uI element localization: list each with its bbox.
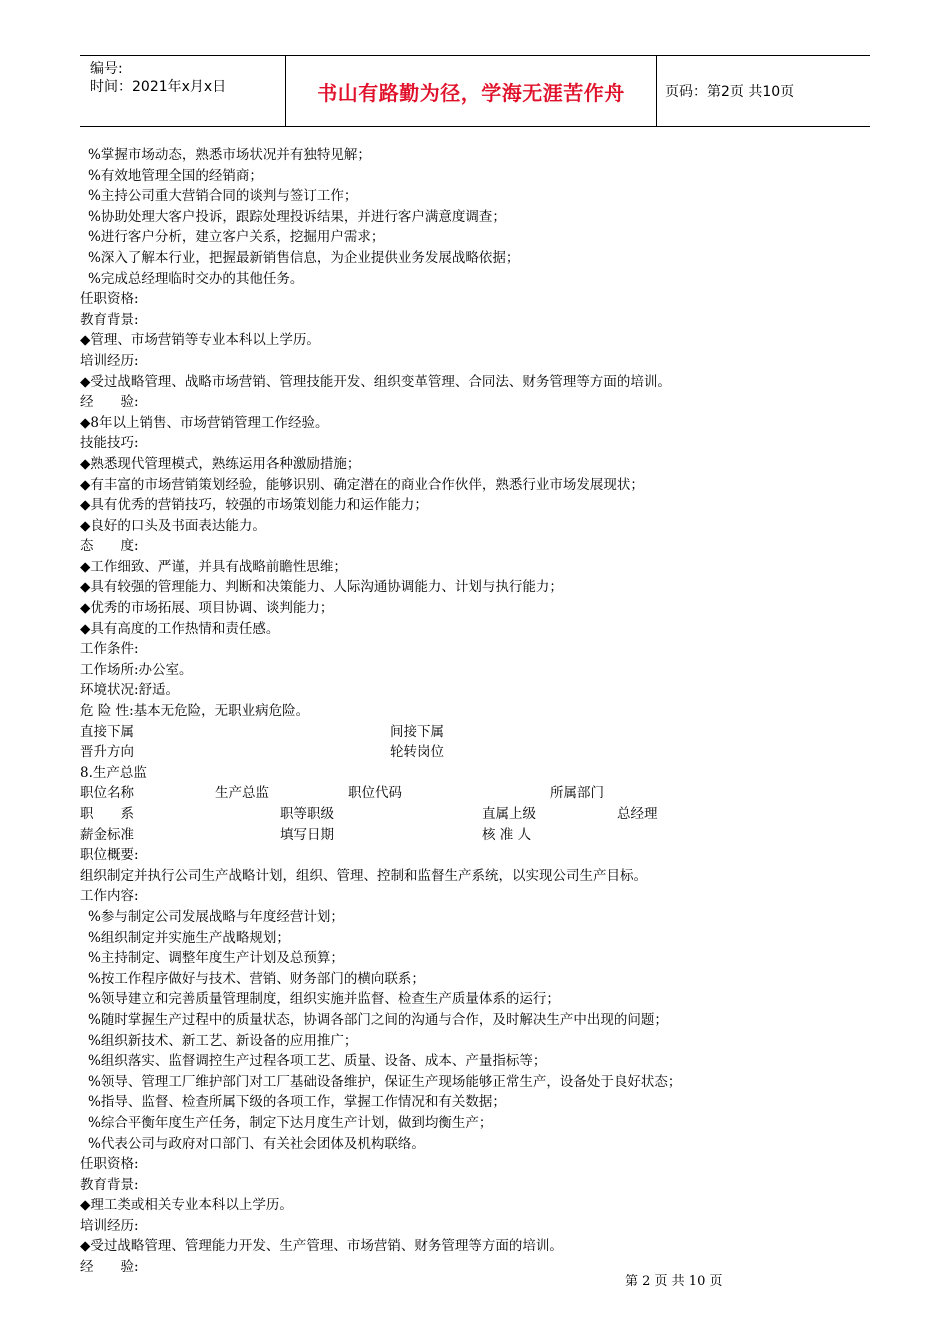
text-line: %掌握市场动态，熟悉市场状况并有独特见解； — [88, 147, 371, 163]
document-body — [80, 145, 860, 1278]
table-row — [80, 825, 860, 846]
text-line: ◆管理、市场营销等专业本科以上学历。 — [80, 332, 320, 349]
header-page-info: 页码：第2页 共10页 — [665, 84, 795, 100]
text-line: %组织落实、监督调控生产过程各项工艺、质量、设备、成本、产量指标等； — [88, 1053, 547, 1070]
text-line: %主持制定、调整年度生产计划及总预算； — [88, 950, 344, 967]
table-cell: 晋升方向 — [80, 744, 134, 761]
table-cell: 生产总监 — [215, 785, 269, 802]
table-cell: 职 系 — [80, 806, 134, 822]
table-cell: 轮转岗位 — [390, 744, 444, 761]
job-info-table — [80, 783, 860, 845]
text-line: ◆具有高度的工作热情和责任感。 — [80, 620, 280, 637]
text-line: 职位概要: — [80, 847, 139, 864]
text-line: %有效地管理全国的经销商； — [88, 167, 263, 184]
text-line: %领导、管理工厂维护部门对工厂基础设备维护，保证生产现场能够正常生产，设备处于良好状态； — [88, 1073, 682, 1090]
table-cell: 总经理 — [617, 806, 658, 822]
text-line: 教育背景: — [80, 1176, 139, 1193]
table-cell: 所属部门 — [550, 785, 604, 802]
table-cell: 薪金标准 — [80, 826, 134, 843]
header-motto-cell — [285, 56, 657, 126]
text-line: ◆工作细致、严谨，并具有战略前瞻性思维； — [80, 558, 347, 575]
text-line: 经 验: — [80, 1259, 139, 1276]
doc-number-label: 编号: — [90, 61, 123, 77]
table-cell: 间接下属 — [390, 723, 444, 740]
header-meta — [90, 60, 226, 96]
text-line: 教育背景: — [80, 311, 139, 328]
text-line: 任职资格: — [80, 1156, 139, 1173]
text-line: %主持公司重大营销合同的谈判与签订工作； — [88, 188, 358, 205]
text-line: ◆熟悉现代管理模式，熟练运用各种激励措施； — [80, 455, 361, 472]
text-line: ◆优秀的市场拓展、项目协调、谈判能力； — [80, 600, 334, 617]
text-line: ◆有丰富的市场营销策划经验，能够识别、确定潜在的商业合作伙伴，熟悉行业市场发展现状； — [80, 476, 644, 493]
table-cell: 直接下属 — [80, 723, 134, 740]
table-cell: 职位代码 — [348, 785, 402, 802]
table-cell: 职等职级 — [280, 806, 334, 822]
text-line: 任职资格: — [80, 291, 139, 308]
text-line: 工作内容: — [80, 888, 139, 905]
text-line: %组织新技术、新工艺、新设备的应用推广； — [88, 1032, 358, 1049]
text-line: 态 度: — [80, 538, 139, 555]
text-line: %按工作程序做好与技术、营销、财务部门的横向联系； — [88, 970, 425, 987]
table-row — [80, 783, 860, 804]
header-motto: 书山有路勤为径，学海无涯苦作舟 — [317, 80, 625, 105]
text-line: 工作条件: — [80, 641, 139, 658]
doc-time-label: 时间：2021年x月x日 — [90, 79, 227, 95]
text-line: ◆具有优秀的营销技巧，较强的市场策划能力和运作能力； — [80, 497, 428, 514]
text-line: ◆受过战略管理、战略市场营销、管理技能开发、组织变革管理、合同法、财务管理等方面的培训。 — [80, 373, 671, 390]
text-line: 培训经历: — [80, 1217, 139, 1234]
text-line: ◆8年以上销售、市场营销管理工作经验。 — [80, 414, 329, 431]
table-row — [80, 804, 860, 825]
text-line: 组织制定并执行公司生产战略计划，组织、管理、控制和监督生产系统，以实现公司生产目标。 — [80, 867, 647, 884]
section-1-lines — [80, 145, 860, 722]
text-line: %深入了解本行业，把握最新销售信息，为企业提供业务发展战略依据； — [88, 249, 520, 266]
page-header — [80, 55, 870, 127]
text-line: ◆受过战略管理、管理能力开发、生产管理、市场营销、财务管理等方面的培训。 — [80, 1238, 563, 1255]
text-line: ◆理工类或相关专业本科以上学历。 — [80, 1197, 293, 1214]
table-cell: 核 准 人 — [482, 826, 532, 843]
subordinates-table — [80, 722, 860, 763]
text-line: %代表公司与政府对口部门、有关社会团体及机构联络。 — [88, 1135, 425, 1152]
section-2-title: 8.生产总监 — [80, 764, 147, 781]
text-line: 工作场所:办公室。 — [80, 661, 193, 678]
text-line: %参与制定公司发展战略与年度经营计划； — [88, 908, 344, 925]
table-cell: 直属上级 — [482, 806, 536, 822]
table-row — [80, 722, 860, 743]
text-line: %随时掌握生产过程中的质量状态，协调各部门之间的沟通与合作，及时解决生产中出现的问题； — [88, 1011, 668, 1028]
text-line: ◆良好的口头及书面表达能力。 — [80, 517, 266, 534]
text-line: ◆具有较强的管理能力、判断和决策能力、人际沟通协调能力、计划与执行能力； — [80, 579, 563, 596]
text-line: 危 险 性:基本无危险，无职业病危险。 — [80, 703, 310, 720]
text-line: %领导建立和完善质量管理制度，组织实施并监督、检查生产质量体系的运行； — [88, 991, 560, 1008]
text-line: 培训经历: — [80, 352, 139, 369]
text-line: %完成总经理临时交办的其他任务。 — [88, 270, 304, 287]
text-line: %指导、监督、检查所属下级的各项工作，掌握工作情况和有关数据； — [88, 1094, 506, 1111]
section-2-lines — [80, 845, 860, 1277]
table-row — [80, 742, 860, 763]
text-line: %协助处理大客户投诉，跟踪处理投诉结果，并进行客户满意度调查； — [88, 208, 506, 225]
table-cell: 职位名称 — [80, 785, 134, 802]
page-footer: 第 2 页 共 10 页 — [625, 1274, 723, 1289]
text-line: 技能技巧: — [80, 435, 139, 452]
text-line: %进行客户分析，建立客户关系，挖掘用户需求； — [88, 229, 385, 246]
text-line: 经 验: — [80, 394, 139, 411]
text-line: %综合平衡年度生产任务，制定下达月度生产计划，做到均衡生产； — [88, 1114, 493, 1131]
text-line: %组织制定并实施生产战略规划； — [88, 929, 290, 946]
table-cell: 填写日期 — [280, 826, 334, 843]
text-line: 环境状况:舒适。 — [80, 682, 180, 699]
